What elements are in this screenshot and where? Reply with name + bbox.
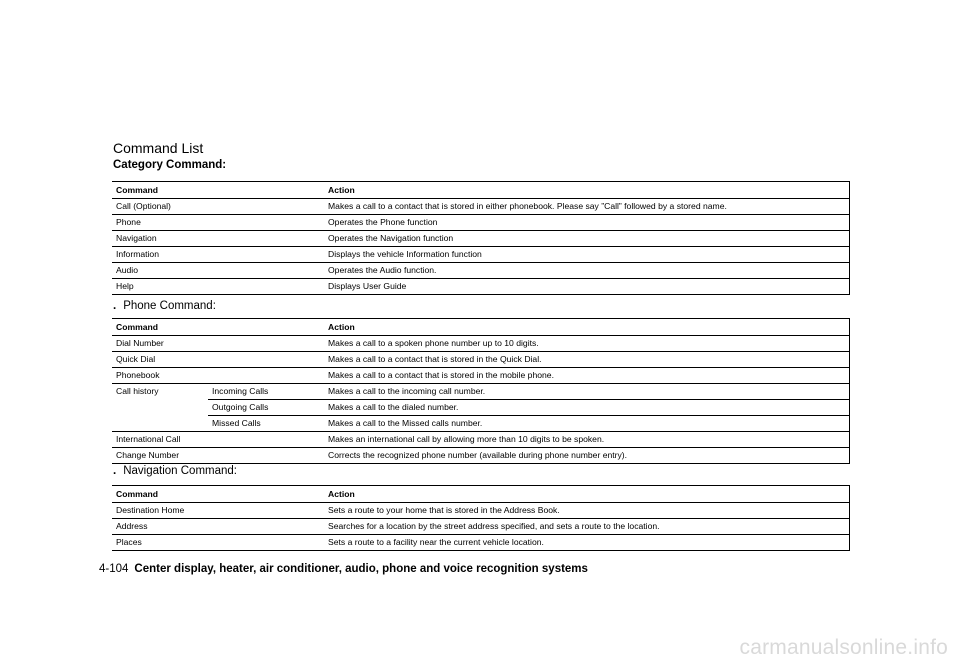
table-header-row bbox=[112, 486, 850, 503]
command-cell: Dial Number bbox=[112, 336, 324, 352]
command-cell: Call (Optional) bbox=[112, 199, 324, 215]
action-cell: Sets a route to a facility near the current vehicle location. bbox=[324, 535, 850, 551]
table-header-row bbox=[112, 182, 850, 199]
footer-title: Center display, heater, air conditioner, audio, phone and voice recognition systems bbox=[134, 563, 588, 575]
command-cell: Information bbox=[112, 247, 324, 263]
action-cell: Makes an international call by allowing more than 10 digits to be spoken. bbox=[324, 432, 850, 448]
action-cell: Displays User Guide bbox=[324, 279, 850, 295]
table-row bbox=[112, 535, 850, 551]
phone-command-heading bbox=[113, 300, 216, 312]
action-cell: Operates the Phone function bbox=[324, 215, 850, 231]
sub-command-cell: Incoming Calls bbox=[208, 384, 324, 400]
category-command-table bbox=[112, 181, 850, 295]
command-cell: Destination Home bbox=[112, 503, 324, 519]
table-header-row bbox=[112, 319, 850, 336]
action-cell: Makes a call to the incoming call number. bbox=[324, 384, 850, 400]
table-row bbox=[112, 247, 850, 263]
command-column-header: Command bbox=[112, 182, 324, 199]
table-row bbox=[112, 199, 850, 215]
bullet-icon: . bbox=[113, 465, 117, 477]
action-cell: Makes a call to a contact that is stored in the Quick Dial. bbox=[324, 352, 850, 368]
call-history-cell: Call history bbox=[112, 384, 208, 432]
action-cell: Corrects the recognized phone number (available during phone number entry). bbox=[324, 448, 850, 464]
action-cell: Makes a call to the dialed number. bbox=[324, 400, 850, 416]
navigation-command-table bbox=[112, 485, 850, 551]
command-cell: Help bbox=[112, 279, 324, 295]
category-command-heading: Category Command: bbox=[113, 159, 227, 171]
table-row bbox=[112, 352, 850, 368]
command-cell: Navigation bbox=[112, 231, 324, 247]
command-column-header: Command bbox=[112, 319, 324, 336]
action-cell: Makes a call to the Missed calls number. bbox=[324, 416, 850, 432]
action-cell: Displays the vehicle Information function bbox=[324, 247, 850, 263]
table-row bbox=[112, 215, 850, 231]
phone-command-table bbox=[112, 318, 850, 464]
command-column-header: Command bbox=[112, 486, 324, 503]
command-cell: International Call bbox=[112, 432, 324, 448]
table-row bbox=[112, 336, 850, 352]
action-cell: Makes a call to a contact that is stored in the mobile phone. bbox=[324, 368, 850, 384]
action-column-header: Action bbox=[324, 486, 850, 503]
action-cell: Operates the Audio function. bbox=[324, 263, 850, 279]
action-column-header: Action bbox=[324, 319, 850, 336]
command-cell: Change Number bbox=[112, 448, 324, 464]
table-row bbox=[112, 263, 850, 279]
table-row bbox=[112, 368, 850, 384]
section-title: Command List bbox=[113, 140, 204, 156]
command-cell: Places bbox=[112, 535, 324, 551]
sub-command-cell: Outgoing Calls bbox=[208, 400, 324, 416]
page-number: 4-104 bbox=[99, 563, 129, 575]
table-row bbox=[112, 503, 850, 519]
action-cell: Sets a route to your home that is stored in the Address Book. bbox=[324, 503, 850, 519]
command-cell: Quick Dial bbox=[112, 352, 324, 368]
table-row bbox=[112, 519, 850, 535]
command-cell: Address bbox=[112, 519, 324, 535]
table-row bbox=[112, 400, 850, 416]
command-cell: Audio bbox=[112, 263, 324, 279]
table-row bbox=[112, 384, 850, 400]
navigation-command-heading bbox=[113, 465, 237, 477]
watermark: carmanualsonline.info bbox=[739, 636, 948, 659]
navigation-command-heading-label: Navigation Command: bbox=[123, 465, 237, 477]
page-footer bbox=[99, 563, 588, 575]
table-row bbox=[112, 448, 850, 464]
table-row bbox=[112, 432, 850, 448]
phone-command-heading-label: Phone Command: bbox=[123, 300, 216, 312]
command-cell: Phone bbox=[112, 215, 324, 231]
bullet-icon: . bbox=[113, 300, 117, 312]
action-cell: Makes a call to a contact that is stored in either phonebook. Please say ”Call” followed by a stored name. bbox=[324, 199, 850, 215]
command-cell: Phonebook bbox=[112, 368, 324, 384]
action-cell: Makes a call to a spoken phone number up to 10 digits. bbox=[324, 336, 850, 352]
table-row bbox=[112, 231, 850, 247]
action-cell: Operates the Navigation function bbox=[324, 231, 850, 247]
table-row bbox=[112, 416, 850, 432]
action-cell: Searches for a location by the street address specified, and sets a route to the location. bbox=[324, 519, 850, 535]
sub-command-cell: Missed Calls bbox=[208, 416, 324, 432]
action-column-header: Action bbox=[324, 182, 850, 199]
table-row bbox=[112, 279, 850, 295]
